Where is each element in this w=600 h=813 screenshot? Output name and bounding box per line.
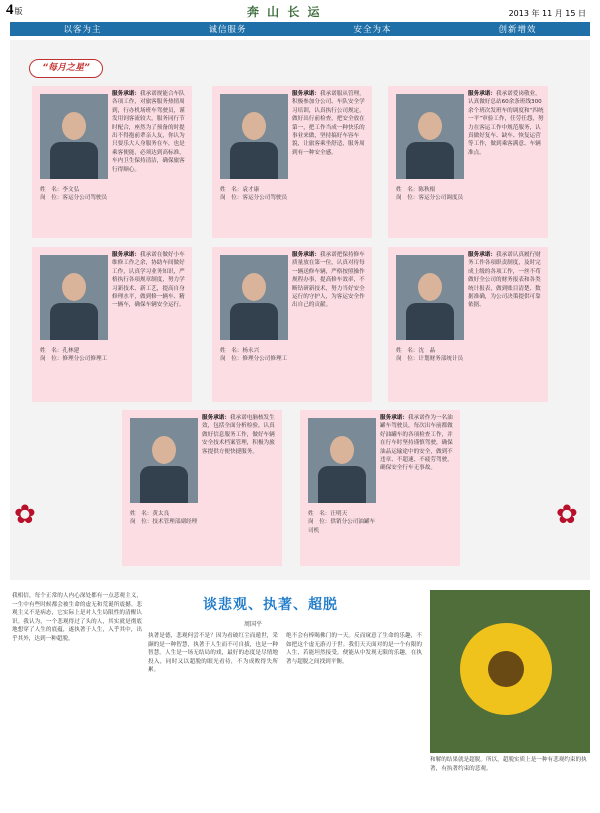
slogan-bar [10, 22, 590, 36]
pledge-text: 服务承诺：我承诺爱岗敬业，认真做好总站60余条班线300余个班次发班车的调度和“四统一平”审验工作，任劳任怨，努力在客运工作中规范服务，认真做好复车、缺车、恢复运营等工作，做到乘客满意、车辆准点。 [468, 91, 544, 156]
star-name-post: 姓 名：黄太良 岗 位：技术管理部副经理 [130, 511, 198, 526]
star-name-post: 姓 名：袁才康 岗 位：客运分公司驾驶员 [220, 187, 288, 202]
ribbon-ornament-right-icon: ✿ [556, 500, 578, 530]
portrait-photo [130, 418, 198, 503]
pledge-text: 服务承诺：我承诺服从管理，积极参加分公司、车队安全学习培训，认真执行公司规定，做好出行前检查，把安全放在第一，把工作当成一种快乐的事业来做，坚持搞好车容车貌，让旅客乘坐舒适，服务周到有一种安全感。 [292, 91, 365, 156]
star-card-1 [32, 86, 192, 238]
star-card-4 [32, 247, 192, 402]
star-name-post: 姓 名：陈秋根 岗 位：客运分公司调度员 [396, 187, 464, 202]
portrait-photo [220, 255, 288, 340]
ribbon-ornament-left-icon: ✿ [14, 500, 36, 530]
portrait-photo [40, 255, 108, 340]
slogan-4: 创新增效 [498, 25, 537, 35]
slogan-1: 以客为主 [63, 25, 102, 35]
page-header [0, 0, 600, 22]
star-name-post: 姓 名：孔林建 岗 位：修理分公司修理工 [40, 348, 108, 363]
star-card-5 [212, 247, 372, 402]
page-number: 4版 [6, 2, 23, 18]
portrait-photo [396, 255, 464, 340]
article-column-3: 绝不会有棒喝佛门的一天。反而窥意了生命的乐趣，不如把这个虚无游刃于世。我们天天面对的是一个有限的人生，若能坦然接受，便能从中发现无限的乐趣，在执著与超脱之间找到平衡。 [286, 633, 422, 665]
sunflower-photo [430, 590, 590, 753]
star-name-post: 姓 名：汪明天 岗 位：供销分公司油罐车司机 [308, 511, 376, 534]
article-column-2: 执著是德，悲观何尝不是？因为看破红尘而遁世，采撷的是一种智慧，执著于人生而不可自拔，也是一种智慧。人生是一场无结局的戏，最好的态度是尽情地投入，同时又以超脱的眼光看待，不为成败得失所累。 [148, 633, 278, 674]
pledge-text: 服务承诺：我承诺电脑核发生效，包括全面分析检验，认真做好信息服务工作，做好车辆安全技术档案管理，积极为旅客提供方便快捷服务。 [202, 415, 275, 455]
article-closing-text: 和解的结果就是超脱。所以，超脱实质上是一种有悲观约束的执著，有执著约束的悲观。 [430, 757, 587, 772]
pledge-text: 服务承诺：我承诺规能合车队各项工作，对旅客服务热情周到，行办机场班车驾驶员，谨发用饲客流较大，服务同行节时配合，座然为了预备的时提出不得抱前辈亲人友，你认为只要乐大人身服务在车，也是乘客便能，必须达到高标准，车内卫生保持清洁，确保旅客行得顺心。 [112, 91, 185, 173]
star-card-7 [122, 410, 282, 566]
newspaper-logo: 奔 山 长 运 [247, 5, 322, 19]
portrait-photo [220, 94, 288, 179]
star-card-6 [388, 247, 548, 402]
star-name-post: 姓 名：李文弘 岗 位：客运分公司驾驶员 [40, 187, 108, 202]
slogan-2: 诚信服务 [208, 25, 247, 35]
pledge-text: 服务承诺：我承诺作为一名油罐车驾驶员，每次出车前都做好油罐车的各项检查工作，并在行车时坚持谨慎驾驶，确保油品运输途中的安全，做到不违章、不超速、不疲劳驾驶，确保安全行车无事故。 [380, 415, 453, 472]
star-card-2 [212, 86, 372, 238]
section-badge: “每月之星” [29, 59, 103, 78]
slogan-3: 安全为本 [353, 25, 392, 35]
article-author: 周国平 [244, 621, 263, 628]
pledge-text: 服务承诺：我承诺在做好小车维修工作之余，协助车间做好工作，认真学习业务知识，严格执行各项规章制度，努力学习新技术、新工艺，提高自身修理水平，做到修一辆车、精一辆车，确保车辆安全运行。 [112, 252, 185, 309]
portrait-photo [308, 418, 376, 503]
article-title: 谈悲观、执著、超脱 [203, 597, 338, 613]
star-name-post: 姓 名：杨永兴 岗 位：修理分公司修理工 [220, 348, 288, 363]
portrait-photo [396, 94, 464, 179]
article-column-1: 我相信，每个正常的人内心深处都有一点悲观主义，一生中有些时候都会被生命的虚无和荒诞所震撼。悲观主义不是病态，它实际上是对人生局限性的清醒认识。我认为，一个悲观得过了头的人，其实就是彻底地想穿了人生的底蕴，遂执著于人生，入乎其中，出乎其外，达到一种超脱。 [12, 593, 142, 642]
pledge-text: 服务承诺：我承诺认真履行财务工作各项职责制度，及时完成上级的各项工作，一丝不苟做好全公司的财务报表和各类统计报表，做到账目清楚、数据准确，为公司决策提供可靠依据。 [468, 252, 541, 309]
star-card-3 [388, 86, 548, 238]
portrait-photo [40, 94, 108, 179]
star-card-8 [300, 410, 460, 566]
pledge-text: 服务承诺：我承诺把保持修车质量放在第一位，认真对待每一辆送修车辆，严格按照操作规程办事，提高修车效率，不断钻研新技术，努力当好安全运行的守护人，为客运安全作出自己的贡献。 [292, 252, 365, 309]
star-name-post: 姓 名：沈 晶 岗 位：计划财务部统计员 [396, 348, 464, 363]
issue-date: 2013 年 11 月 15 日 [508, 9, 586, 18]
